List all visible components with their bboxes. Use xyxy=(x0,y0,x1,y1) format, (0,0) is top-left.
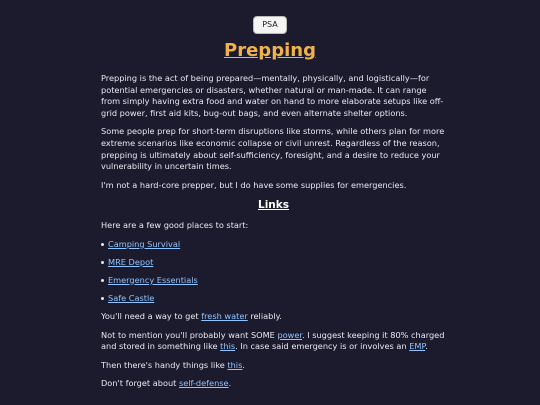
power-paragraph xyxy=(101,330,446,353)
water-text-before: You'll need a way to get xyxy=(101,310,202,321)
list-item xyxy=(101,293,446,305)
power-text-after: . xyxy=(425,341,428,352)
list-item xyxy=(101,239,446,251)
link-camping-survival[interactable]: Camping Survival xyxy=(108,238,181,249)
link-mre-depot[interactable]: MRE Depot xyxy=(108,256,154,267)
links-intro: Here are a few good places to start: xyxy=(101,219,249,230)
water-paragraph xyxy=(101,311,446,323)
bullet-icon xyxy=(101,243,104,246)
bullet-icon xyxy=(101,279,104,282)
link-fresh-water[interactable]: fresh water xyxy=(201,310,248,321)
psa-container xyxy=(0,12,540,34)
link-power[interactable]: power xyxy=(277,329,302,340)
psa-button[interactable]: PSA xyxy=(253,16,287,34)
intro-paragraph-2: Some people prep for short-term disruptions like storms, while others plan for more extreme scenarios like economic collapse or civil unrest. Regardless of the reason, prepping is ultimately about self-sufficiency, foresight, and a desire to reduce your vulnerability in uncertain times. xyxy=(101,126,445,172)
links-list xyxy=(101,239,446,305)
handy-text-after: . xyxy=(242,359,245,370)
link-self-defense[interactable]: self-defense xyxy=(178,378,229,389)
defense-text-after: . xyxy=(228,378,232,389)
list-item xyxy=(101,275,446,287)
link-handy-things[interactable]: this xyxy=(227,359,243,370)
page-title: Prepping xyxy=(224,40,316,61)
intro-paragraph-3: I'm not a hard-core prepper, but I do have some supplies for emergencies. xyxy=(101,179,407,190)
handy-paragraph xyxy=(101,360,446,372)
list-item xyxy=(101,257,446,269)
power-text-middle-2: . In case said emergency is or involves an xyxy=(235,341,410,352)
link-emergency-essentials[interactable]: Emergency Essentials xyxy=(108,274,198,285)
defense-paragraph xyxy=(101,378,446,390)
intro-paragraph-1: Prepping is the act of being prepared—mentally, physically, and logistically—for potential emergencies or disasters, whether natural or man-made. It can range from simply having extra food and water on hand to more elaborate setups like off-grid power, first aid kits, bug-out bags, and even alternate shelter options. xyxy=(101,73,444,118)
water-text-after: reliably. xyxy=(247,310,282,321)
bullet-icon xyxy=(101,297,104,300)
power-text-before: Not to mention you'll probably want SOME xyxy=(101,329,278,340)
link-safe-castle[interactable]: Safe Castle xyxy=(108,292,155,303)
power-text-middle-1: . I suggest keeping it 80% charged and stored in something like xyxy=(101,329,445,352)
link-storage[interactable]: this xyxy=(220,341,236,352)
main-content xyxy=(101,73,446,397)
defense-text-before: Don't forget about xyxy=(101,378,179,389)
bullet-icon xyxy=(101,261,104,264)
links-heading: Links xyxy=(258,199,289,212)
handy-text-before: Then there's handy things like xyxy=(101,359,228,370)
link-emp[interactable]: EMP xyxy=(409,341,426,352)
